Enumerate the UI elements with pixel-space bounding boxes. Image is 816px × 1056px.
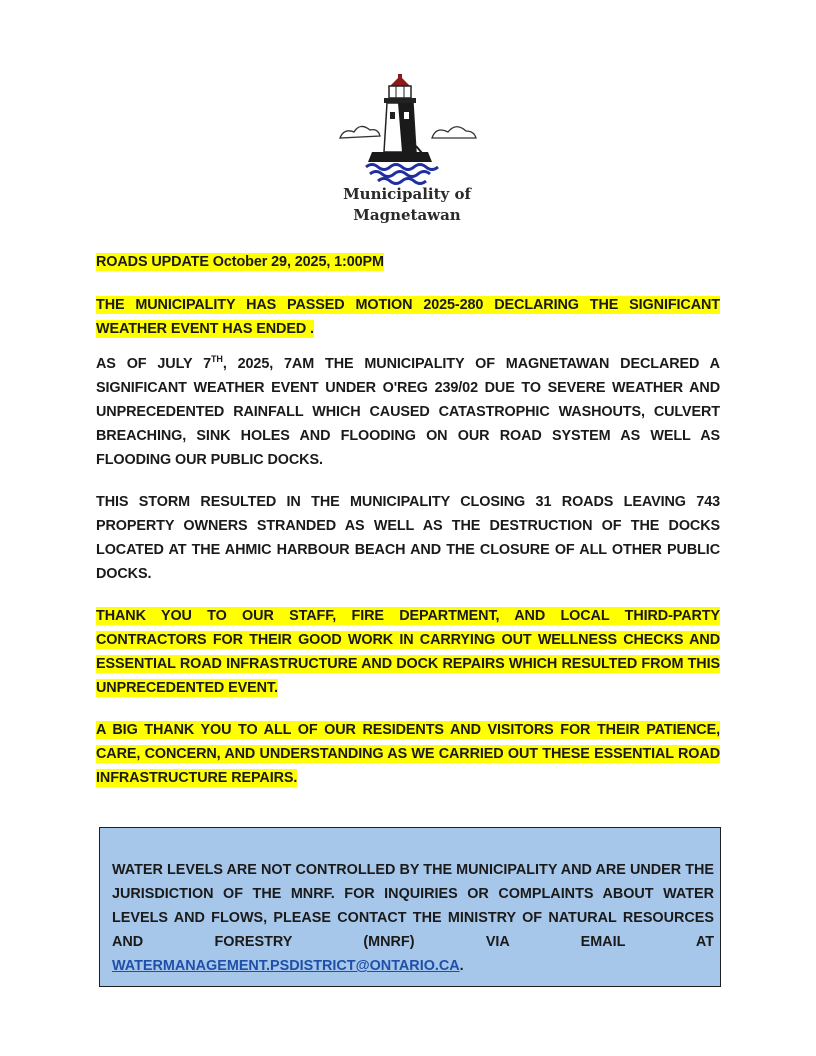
- water-levels-notice: [112, 858, 714, 978]
- thanks-residents-text: A BIG THANK YOU TO ALL OF OUR RESIDENTS AND VISITORS FOR THEIR PATIENCE, CARE, CONCERN, AND UNDERSTANDING AS WE CARRIED OUT THESE ESSENTIAL ROAD INFRASTRUCTURE REPAIRS.: [96, 722, 720, 786]
- motion-text: THE MUNICIPALITY HAS PASSED MOTION 2025-280 DECLARING THE SIGNIFICANT WEATHER EVENT HAS ENDED .: [96, 297, 720, 337]
- lighthouse-icon: [332, 72, 482, 187]
- declaration-prefix: AS OF JULY 7: [96, 356, 211, 372]
- roads-update-title-text: ROADS UPDATE October 29, 2025, 1:00PM: [96, 254, 384, 270]
- mnrf-email-link[interactable]: WATERMANAGEMENT.PSDISTRICT@ONTARIO.CA: [112, 958, 460, 974]
- storm-text: THIS STORM RESULTED IN THE MUNICIPALITY CLOSING 31 ROADS LEAVING 743 PROPERTY OWNERS STRANDED AS WELL AS THE DESTRUCTION OF THE DOCKS LOCATED AT THE AHMIC HARBOUR BEACH AND THE CLOSURE OF ALL OTHER PUBLIC DOCKS.: [96, 494, 720, 582]
- declaration-text: , 2025, 7AM THE MUNICIPALITY OF MAGNETAWAN DECLARED A SIGNIFICANT WEATHER EVENT UNDER O'REG 239/02 DUE TO SEVERE WEATHER AND UNPRECEDENTED RAINFALL WHICH CAUSED CATASTROPHIC WASHOUTS, CULVERT BREACHING, SINK HOLES AND FLOODING ON OUR ROAD SYSTEM AS WELL AS FLOODING OUR PUBLIC DOCKS.: [96, 356, 720, 468]
- logo-line-2: Magnetawan: [353, 206, 461, 224]
- municipality-logo: [332, 72, 482, 232]
- thanks-staff-text: THANK YOU TO OUR STAFF, FIRE DEPARTMENT, AND LOCAL THIRD-PARTY CONTRACTORS FOR THEIR GOOD WORK IN CARRYING OUT WELLNESS CHECKS AND ESSENTIAL ROAD INFRASTRUCTURE AND DOCK REPAIRS WHICH RESULTED FROM THIS UNPRECEDENTED EVENT.: [96, 608, 720, 696]
- declaration-paragraph: [96, 352, 720, 472]
- roads-update-title: [96, 250, 720, 274]
- logo-text: [332, 184, 482, 226]
- thanks-residents-paragraph: [96, 718, 720, 790]
- water-levels-end: .: [459, 958, 464, 974]
- storm-paragraph: [96, 490, 720, 586]
- thanks-staff-paragraph: [96, 604, 720, 700]
- motion-paragraph: [96, 293, 720, 341]
- declaration-superscript: TH: [211, 354, 223, 365]
- water-levels-notice-box: [99, 827, 721, 987]
- logo-line-1: Municipality of: [343, 185, 471, 203]
- water-levels-text: WATER LEVELS ARE NOT CONTROLLED BY THE MUNICIPALITY AND ARE UNDER THE JURISDICTION OF THE MNRF. FOR INQUIRIES OR COMPLAINTS ABOUT WATER LEVELS AND FLOWS, PLEASE CONTACT THE MINISTRY OF NATURAL RESOURCES AND FORESTRY (MNRF) VIA EMAIL AT: [112, 862, 714, 950]
